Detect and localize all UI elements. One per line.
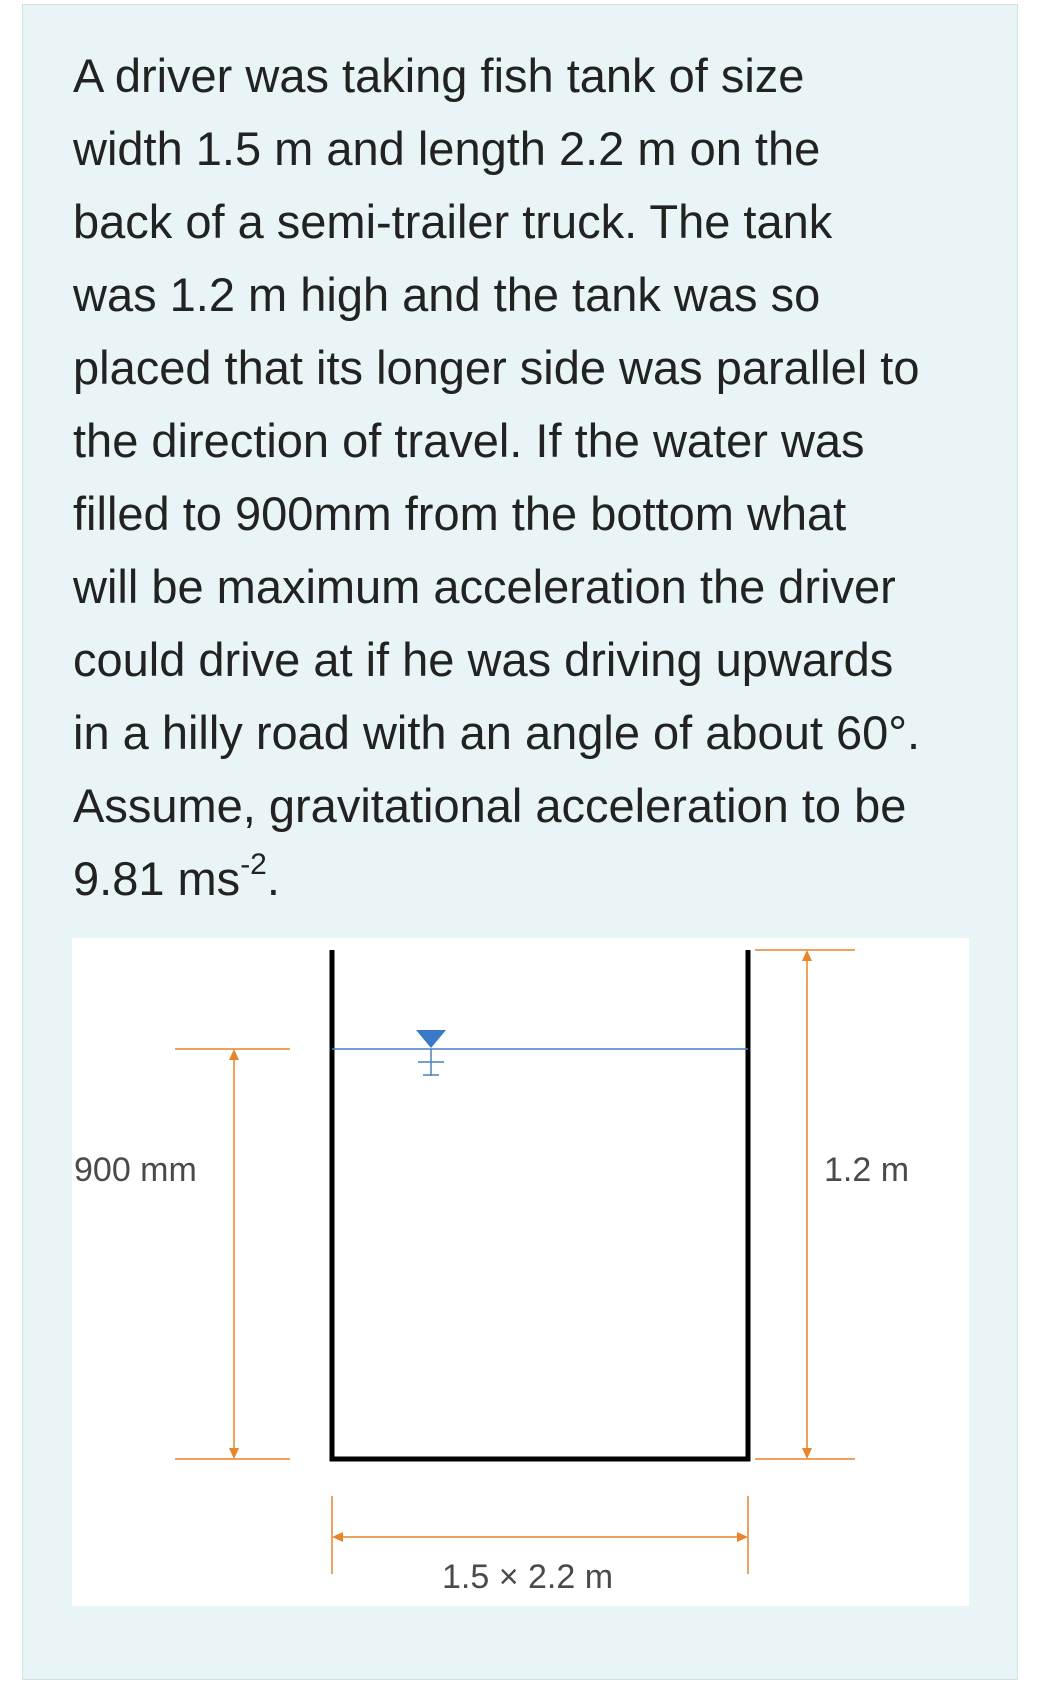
tank-height-dimension xyxy=(755,950,855,1459)
question-line: will be maximum acceleration the driver xyxy=(73,560,896,613)
question-line: A driver was taking fish tank of size xyxy=(73,49,805,102)
question-line: Assume, gravitational acceleration to be xyxy=(73,779,907,832)
tank-size-label: 1.5 × 2.2 m xyxy=(442,1558,614,1596)
tank-outline xyxy=(332,950,748,1459)
question-line: back of a semi-trailer truck. The tank xyxy=(73,195,833,248)
tank-height-label: 1.2 m xyxy=(824,1151,910,1189)
question-line: width 1.5 m and length 2.2 m on the xyxy=(73,122,821,175)
question-card xyxy=(22,4,1018,1680)
question-line: in a hilly road with an angle of about 60°. xyxy=(73,706,921,759)
gravity-value-base: 9.81 ms xyxy=(73,852,241,905)
gravity-value-period: . xyxy=(266,852,280,905)
question-line: the direction of travel. If the water was xyxy=(73,414,865,467)
question-line: was 1.2 m high and the tank was so xyxy=(73,268,821,321)
gravity-value xyxy=(73,848,280,905)
water-depth-dimension xyxy=(175,1049,290,1459)
question-line: filled to 900mm from the bottom what xyxy=(73,487,847,540)
question-text xyxy=(73,39,973,915)
gravity-exponent: -2 xyxy=(240,848,267,882)
water-level-icon xyxy=(416,1030,446,1076)
question-line: placed that its longer side was parallel to xyxy=(73,341,920,394)
water-depth-label: 900 mm xyxy=(74,1151,197,1189)
tank-diagram-svg xyxy=(72,938,969,1606)
tank-diagram xyxy=(72,938,969,1606)
question-line: could drive at if he was driving upwards xyxy=(73,633,894,686)
